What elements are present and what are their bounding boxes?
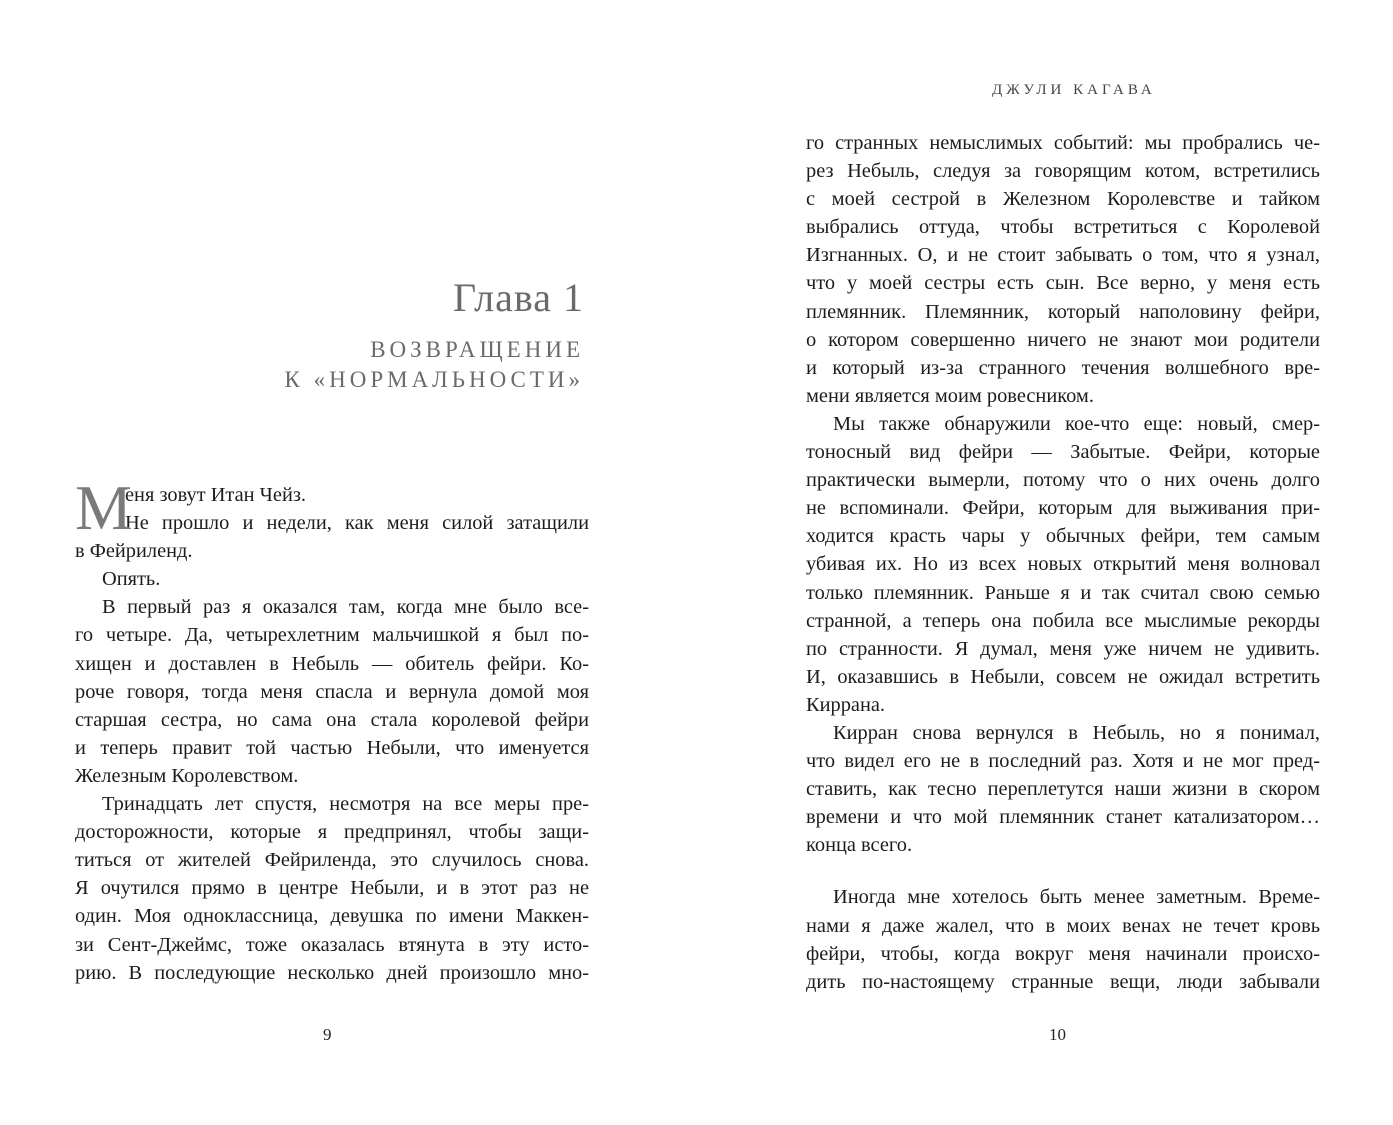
second-line-text: Не прошло и недели, как меня силой затащили xyxy=(125,512,589,535)
text-line: роче говоря, тогда меня спасла и вернула домой моя xyxy=(75,680,589,703)
text-line: конца всего. xyxy=(806,834,913,857)
text-line: Железным Королевством. xyxy=(75,764,299,787)
text-line: Изгнанных. О, и не стоит забывать о том, что я узнал, xyxy=(806,244,1320,267)
text-line: только племянник. Раньше я и так считал свою семью xyxy=(806,581,1320,604)
text-line: мени является моим ровесником. xyxy=(806,384,1094,407)
text-line: го четыре. Да, четырехлетним мальчишкой я был по- xyxy=(75,624,589,647)
text-line: хищен и доставлен в Небыль — обитель фейри. Ко- xyxy=(75,652,589,675)
text-line: странной, а теперь она побила все мыслимые рекорды xyxy=(806,609,1320,632)
text-line: досторожности, которые я предпринял, чтобы защи- xyxy=(75,821,589,844)
text-line: Мы также обнаружили кое-что еще: новый, смер- xyxy=(833,412,1320,435)
text-line: племянник. Племянник, который наполовину фейри, xyxy=(806,300,1320,323)
text-line: рез Небыль, следуя за говорящим котом, встретились xyxy=(806,160,1320,183)
chapter-subtitle-line-1: ВОЗВРАЩЕНИЕ xyxy=(370,337,584,362)
text-line: времени и что мой племянник станет катализатором… xyxy=(806,806,1320,829)
text-line: с моей сестрой в Железном Королевстве и тайком xyxy=(806,188,1320,211)
text-line: го странных немыслимых событий: мы пробрались че- xyxy=(806,132,1320,154)
text-line: Киррана. xyxy=(806,693,886,716)
right-page xyxy=(696,0,1393,1125)
page-number-left: 9 xyxy=(323,1025,332,1044)
section-break xyxy=(806,859,1320,883)
text-line: о котором совершенно ничего не знают мои родители xyxy=(806,328,1320,351)
text-line: зи Сент-Джеймс, тоже оказалась втянута в эту исто- xyxy=(75,933,589,956)
text-line: рию. В последующие несколько дней произошло мно- xyxy=(75,961,589,984)
text-line: выбрались оттуда, чтобы встретиться с Королевой xyxy=(806,216,1320,239)
text-line: В первый раз я оказался там, когда мне было все- xyxy=(102,596,589,619)
first-line-text: еня зовут Итан Чейз. xyxy=(125,484,307,506)
text-line: фейри, чтобы, когда вокруг меня начинали происхо- xyxy=(806,942,1320,965)
drop-cap: М xyxy=(75,472,132,543)
text-line: тоносный вид фейри — Забытые. Фейри, которые xyxy=(806,441,1320,464)
page-number-right: 10 xyxy=(1049,1025,1066,1044)
text-line: по странности. Я думал, меня уже ничем не удивить. xyxy=(806,637,1320,660)
text-line: старшая сестра, но сама она стала королевой фейри xyxy=(75,708,589,731)
text-line: что видел его не в последний раз. Хотя и не мог пред- xyxy=(806,750,1320,773)
text-line: дить по-настоящему странные вещи, люди забывали xyxy=(806,970,1320,993)
text-line: Тринадцать лет спустя, несмотря на все меры пре- xyxy=(102,793,589,816)
text-line: и теперь правит той частью Небыли, что именуется xyxy=(75,736,589,759)
chapter-title: Глава 1 xyxy=(453,275,584,320)
text-line: И, оказавшись в Небыли, совсем не ожидал встретить xyxy=(806,665,1320,688)
chapter-subtitle-line-2: К «НОРМАЛЬНОСТИ» xyxy=(284,367,584,392)
text-line: Кирран снова вернулся в Небыль, но я понимал, xyxy=(833,721,1320,744)
left-body-text xyxy=(75,472,589,987)
text-line: практически вымерли, потому что о них очень долго xyxy=(806,469,1320,492)
text-line: Опять. xyxy=(102,568,161,591)
text-line: что у моей сестры есть сын. Все верно, у меня есть xyxy=(806,272,1320,295)
text-line: титься от жителей Фейриленда, это случилось снова. xyxy=(75,849,589,872)
text-line: ставить, как тесно переплетутся наши жизни в скором xyxy=(806,778,1320,801)
text-line: не вспоминали. Фейри, которым для выживания при- xyxy=(806,497,1320,520)
text-line: убивая их. Но из всех новых открытий меня волновал xyxy=(806,553,1320,576)
text-line: в Фейриленд. xyxy=(75,540,193,563)
running-head: ДЖУЛИ КАГАВА xyxy=(992,82,1156,98)
right-body-text xyxy=(806,129,1320,996)
text-line: ходится красть чары у обычных фейри, тем самым xyxy=(806,525,1320,548)
text-line: один. Моя одноклассница, девушка по имени Маккен- xyxy=(75,905,589,928)
text-line: нами я даже жалел, что в моих венах не течет кровь xyxy=(806,914,1320,937)
text-line: и который из-за странного течения волшебного вре- xyxy=(806,356,1320,379)
text-line: Я очутился прямо в центре Небыли, и в этот раз не xyxy=(75,877,589,900)
text-line: Иногда мне хотелось быть менее заметным. Време- xyxy=(833,886,1320,909)
left-page xyxy=(0,0,696,1125)
